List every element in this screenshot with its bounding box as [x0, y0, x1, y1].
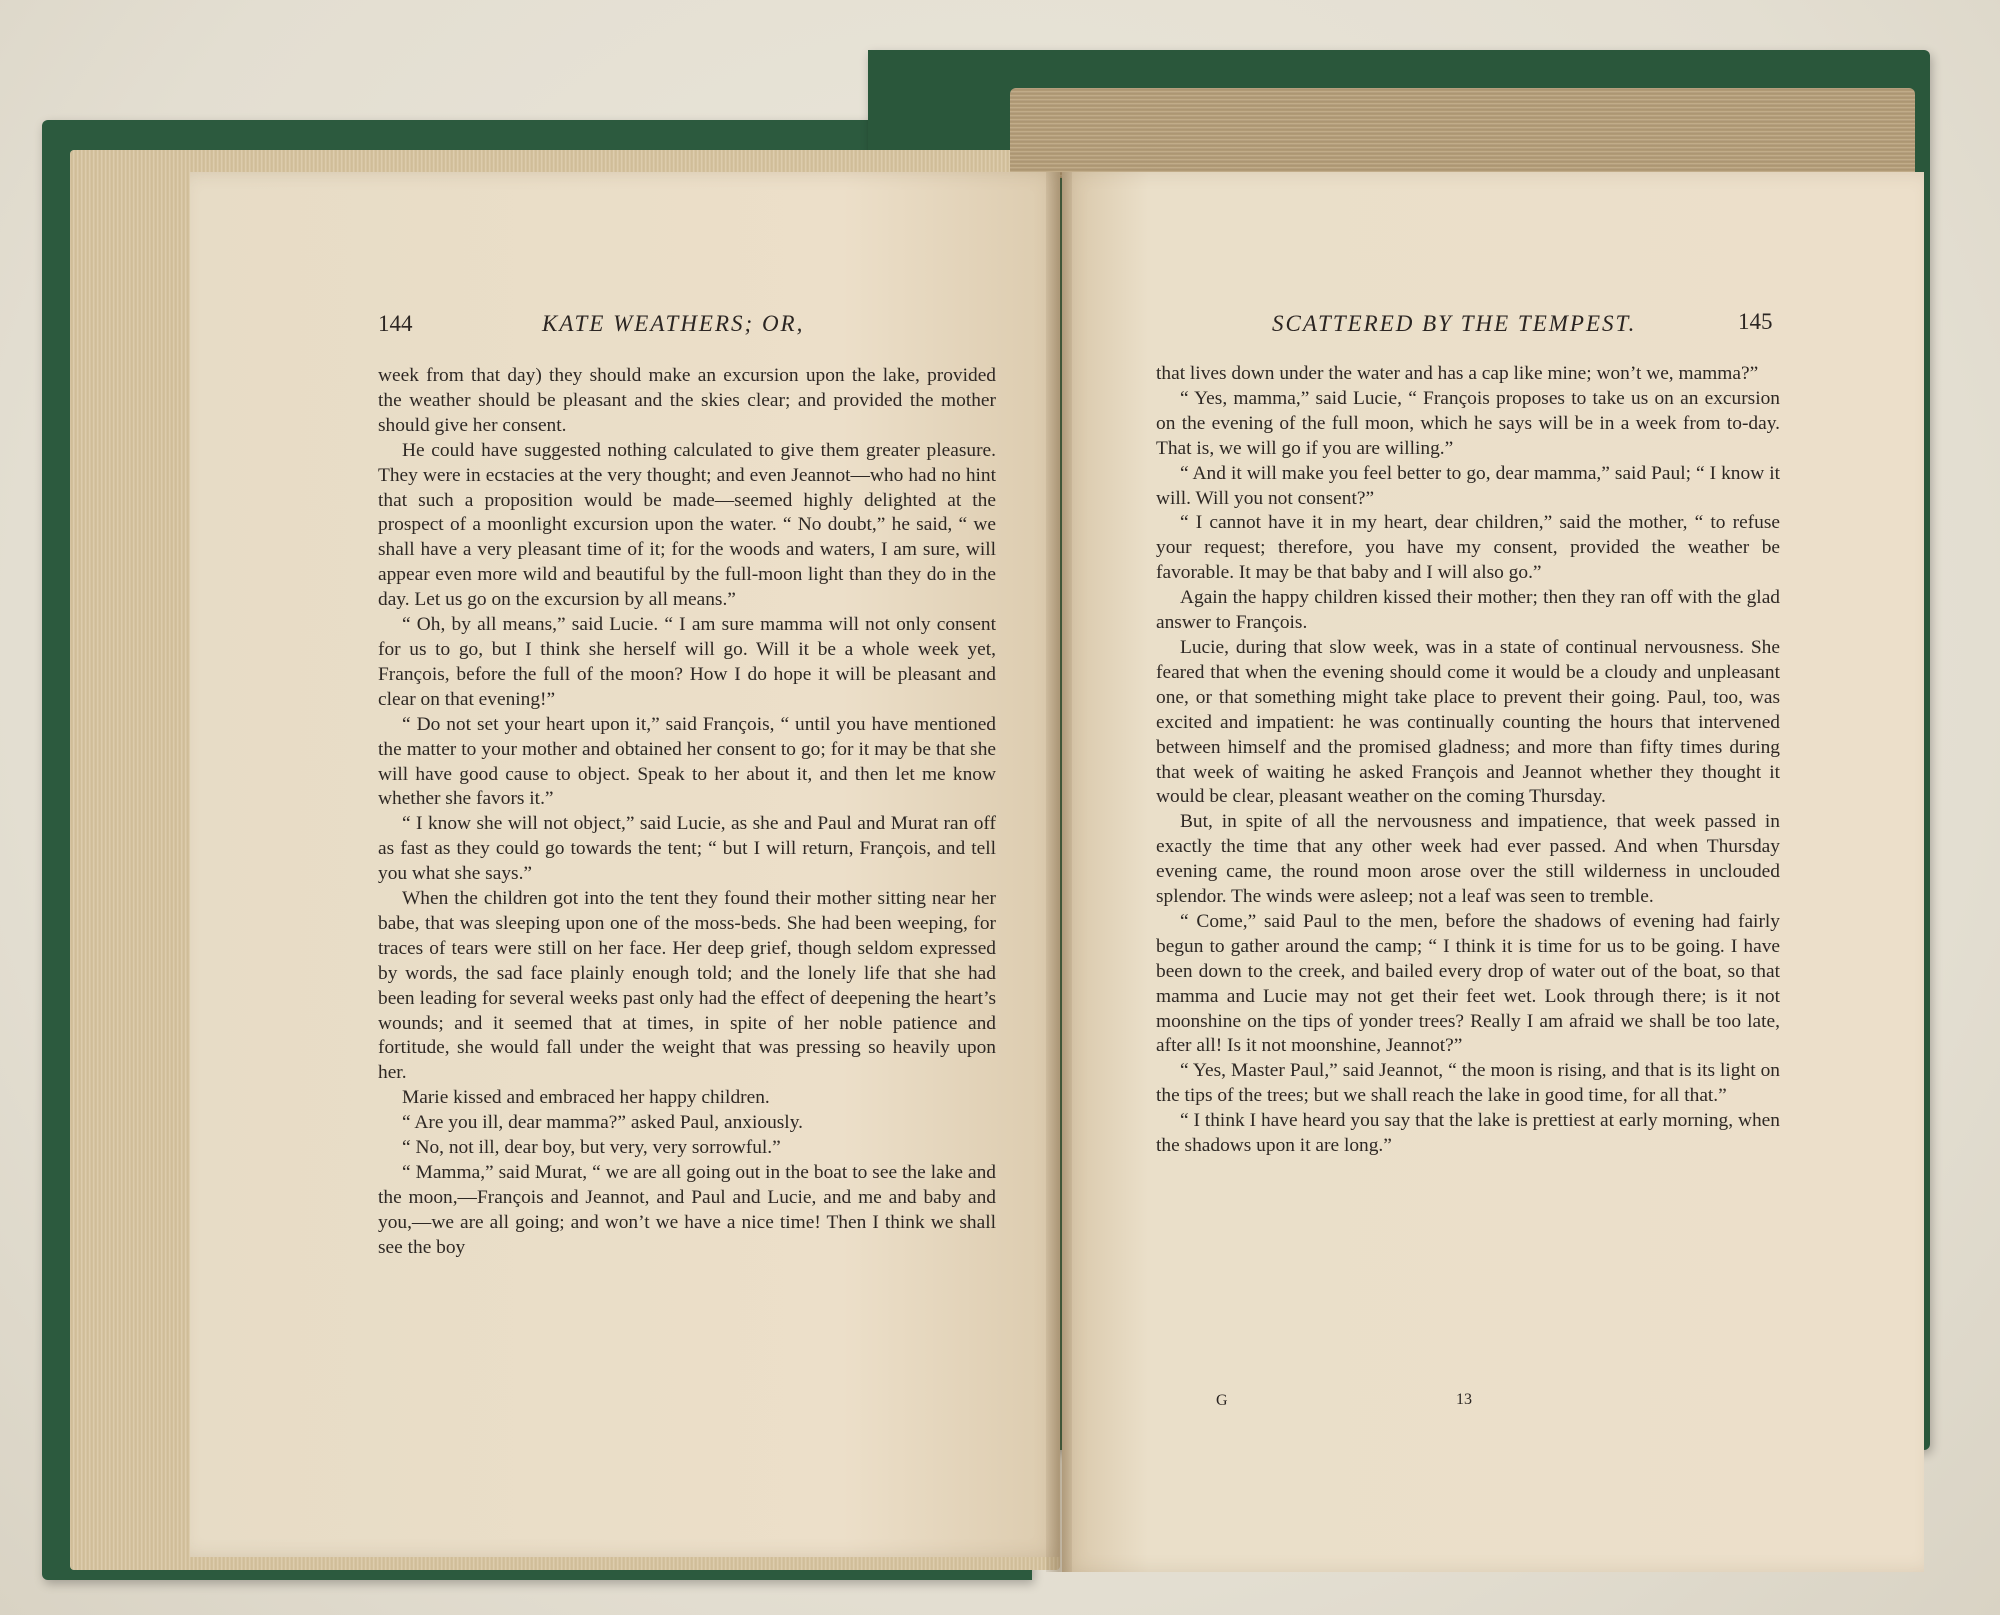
- right-paragraph: “ Come,” said Paul to the men, before the shadows of evening had fairly begun to gather around the camp; “ I think it is time for us to be going. I have been down to the creek, and bailed every drop of water out of the boat, so that mamma and Lucie may not get their feet wet. Look through there; is it not moonshine on the tips of yonder trees? Really I am afraid we shall be too late, after all! Is it not moonshine, Jeannot?”: [1156, 910, 1780, 1057]
- left-paragraph: “ Do not set your heart upon it,” said François, “ until you have mentioned the matter to your mother and obtained her consent to go; for it may be that she will have good cause to object. Speak to her about it, and then let me know whether she favors it.”: [378, 713, 996, 810]
- right-running-title: [1272, 311, 1636, 337]
- book-gutter: [1046, 172, 1072, 1572]
- left-paragraph: “ I know she will not object,” said Lucie, as she and Paul and Murat ran off as fast as they could go towards the tent; “ but I will return, François, and tell you what she says.”: [378, 813, 996, 885]
- left-paragraph: “ Oh, by all means,” said Lucie. “ I am sure mamma will not only consent for us to go, but I think she herself will go. Will it be a whole week yet, François, before the full of the moon? How I do hope it will be pleasant and clear on that evening!”: [378, 614, 996, 710]
- right-paragraph: Again the happy children kissed their mother; then they ran off with the glad answer to François.: [1156, 587, 1780, 634]
- left-paragraph: He could have suggested nothing calculated to give them greater pleasure. They were in ecstacies at the very thought; and even Jeannot—who had no hint that such a proposition would be made—seemed highly delighted at the prospect of a moonlight excursion upon the water. “ No doubt,” he said, “ we shall have a very pleasant time of it; for the woods and waters, I am sure, will appear even more wild and beautiful by the full-moon light than they do in the day. Let us go on the excursion by all means.”: [378, 439, 996, 611]
- top-page-edges: [1010, 88, 1915, 178]
- left-paragraph: When the children got into the tent they found their mother sitting near her babe, that was sleeping upon one of the moss-beds. She had been weeping, for traces of tears were still on her face. Her deep grief, though seldom expressed by words, the sad face plainly enough told; and the lonely life that she had been leading for several weeks past only had the effect of deepening the heart’s wounds; and it seemed that at times, in spite of her noble patience and fortitude, she would fall under the weight that was pressing so heavily upon her.: [378, 888, 996, 1084]
- right-running-title-text: SCATTERED BY THE TEMPEST.: [1272, 311, 1637, 336]
- left-paragraph: Marie kissed and embraced her happy children.: [402, 1087, 770, 1109]
- right-page-text: [1156, 362, 1780, 1159]
- right-page-number-text: 145: [1738, 309, 1773, 334]
- left-running-title-text: KATE WEATHERS; OR,: [542, 311, 805, 336]
- right-paragraph: “ Yes, Master Paul,” said Jeannot, “ the moon is rising, and that is its light on the tips of the trees; but we shall reach the lake in good time, for all that.”: [1156, 1060, 1780, 1107]
- right-paragraph: “ I cannot have it in my heart, dear children,” said the mother, “ to refuse your request; therefore, you have my consent, provided the weather be favorable. It may be that baby and I will also go.”: [1156, 512, 1780, 584]
- right-paragraph: But, in spite of all the nervousness and impatience, that week passed in exactly the time that any other week had ever passed. And when Thursday evening came, the round moon arose over the still wilderness in unclouded splendor. The winds were asleep; not a leaf was seen to tremble.: [1156, 811, 1780, 908]
- right-paragraph: “ I think I have heard you say that the lake is prettiest at early morning, when the shadows upon it are long.”: [1156, 1110, 1780, 1157]
- signature-mark: G: [1216, 1392, 1228, 1409]
- left-paragraph: “ Are you ill, dear mamma?” asked Paul, anxiously.: [402, 1112, 803, 1134]
- left-page-text: [378, 364, 996, 1261]
- left-paragraph: week from that day) they should make an excursion upon the lake, provided the weather should be pleasant and the skies clear; and provided the mother should give her consent.: [378, 365, 996, 436]
- left-paragraph: “ No, not ill, dear boy, but very, very sorrowful.”: [402, 1137, 781, 1159]
- signature-number: 13: [1456, 1391, 1472, 1408]
- left-running-title: [542, 311, 804, 337]
- left-page-number-text: 144: [378, 311, 413, 336]
- right-paragraph: Lucie, during that slow week, was in a state of continual nervousness. She feared that when the evening should come it would be a cloudy and unpleasant one, or that something might take place to prevent their going. Paul, too, was excited and impatient: he was continually counting the hours that intervened between himself and the promised gladness; and more than fifty times during that week of waiting he asked François and Jeannot whether they thought it would be clear, pleasant weather on the coming Thursday.: [1156, 636, 1780, 808]
- right-paragraph: that lives down under the water and has a cap like mine; won’t we, mamma?”: [1156, 363, 1759, 384]
- right-page-number: [1738, 309, 1773, 335]
- right-paragraph: “ Yes, mamma,” said Lucie, “ François proposes to take us on an excursion on the evening of the full moon, which he says will be in a week from to-day. That is, we will go if you are willing.”: [1156, 387, 1780, 459]
- left-page-number: [378, 311, 413, 337]
- left-paragraph: “ Mamma,” said Murat, “ we are all going out in the boat to see the lake and the moon,—François and Jeannot, and Paul and Lucie, and me and baby and you,—we are all going; and won’t we have a nice time! Then I think we shall see the boy: [378, 1162, 996, 1258]
- right-paragraph: “ And it will make you feel better to go, dear mamma,” said Paul; “ I know it will. Will you not consent?”: [1156, 462, 1780, 509]
